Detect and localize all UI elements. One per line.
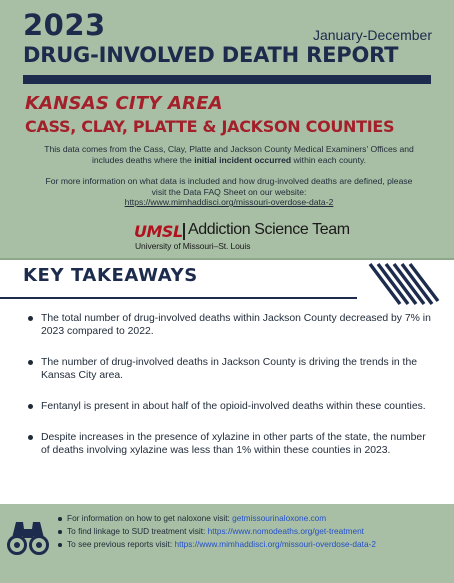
naloxone-link-row <box>58 512 376 525</box>
key-takeaways-rule <box>0 297 357 299</box>
intro-text: This data comes from the Cass, Clay, Platte and Jackson County Medical Examiners' Offices and includes deaths where the <box>44 144 414 165</box>
faq-link[interactable]: https://www.mimhaddisci.org/missouri-overdose-data-2 <box>124 197 334 207</box>
bullet-icon <box>28 360 33 365</box>
intro-paragraph <box>40 144 418 165</box>
bullet-icon <box>58 530 62 534</box>
header-divider <box>0 258 454 260</box>
takeaway-item <box>28 431 433 457</box>
link-label: To find linkage to SUD treatment visit: <box>67 526 208 537</box>
region-title: KANSAS CITY AREA <box>25 93 223 114</box>
footer-panel <box>0 504 454 583</box>
takeaway-text: Despite increases in the presence of xylazine in other parts of the state, the number of deaths involving xylazine was less than 1% within these counties in 2023. <box>41 432 426 456</box>
previous-reports-link[interactable]: https://www.mimhaddisci.org/missouri-overdose-data-2 <box>174 539 376 550</box>
binoculars-icon <box>6 516 50 558</box>
treatment-link-row <box>58 525 376 538</box>
previous-reports-link-row <box>58 538 376 551</box>
takeaway-item <box>28 400 433 413</box>
report-title: DRUG-INVOLVED DEATH REPORT <box>23 43 399 67</box>
intro-text-end: within each county. <box>291 154 367 165</box>
report-year: 2023 <box>23 8 106 42</box>
logo-team-name: Addiction Science Team <box>188 221 350 238</box>
takeaway-text: Fentanyl is present in about half of the opioid-involved deaths within these counties. <box>41 401 426 412</box>
logo-separator <box>183 223 185 240</box>
logo-university: University of Missouri–St. Louis <box>135 241 251 251</box>
title-divider <box>23 75 431 84</box>
logo-brand: UMSL <box>134 222 183 241</box>
takeaway-text: The total number of drug-involved deaths within Jackson County decreased by 7% in 2023 compared to 2022. <box>41 313 431 337</box>
bullet-icon <box>28 435 33 440</box>
takeaways-list <box>28 312 433 457</box>
date-range: January-December <box>312 27 432 43</box>
link-label: For information on how to get naloxone visit: <box>67 513 233 523</box>
bullet-icon <box>58 543 62 547</box>
link-label: To see previous reports visit: <box>67 539 175 550</box>
bullet-icon <box>28 316 33 321</box>
diagonal-stripes-decoration <box>368 262 440 306</box>
counties-subtitle: CASS, CLAY, PLATTE & JACKSON COUNTIES <box>25 117 395 136</box>
key-takeaways-title: KEY TAKEAWAYS <box>23 265 198 286</box>
takeaway-text: The number of drug-involved deaths in Jackson County is driving the trends in the Kansas City area. <box>41 357 418 381</box>
takeaway-item <box>28 356 433 382</box>
bullet-icon <box>28 404 33 409</box>
resource-links <box>58 512 376 552</box>
takeaway-item <box>28 312 433 338</box>
intro-emphasis: initial incident occurred <box>194 154 292 165</box>
faq-paragraph <box>40 176 418 208</box>
treatment-link[interactable]: https://www.nomodeaths.org/get-treatment <box>207 526 364 537</box>
faq-text: For more information on what data is included and how drug-involved deaths are defined, please visit the Data FAQ Sheet on our website: <box>45 176 413 197</box>
naloxone-link[interactable]: getmissourinaloxone.com <box>232 513 327 523</box>
bullet-icon <box>58 517 62 521</box>
umsl-logo <box>134 219 350 253</box>
